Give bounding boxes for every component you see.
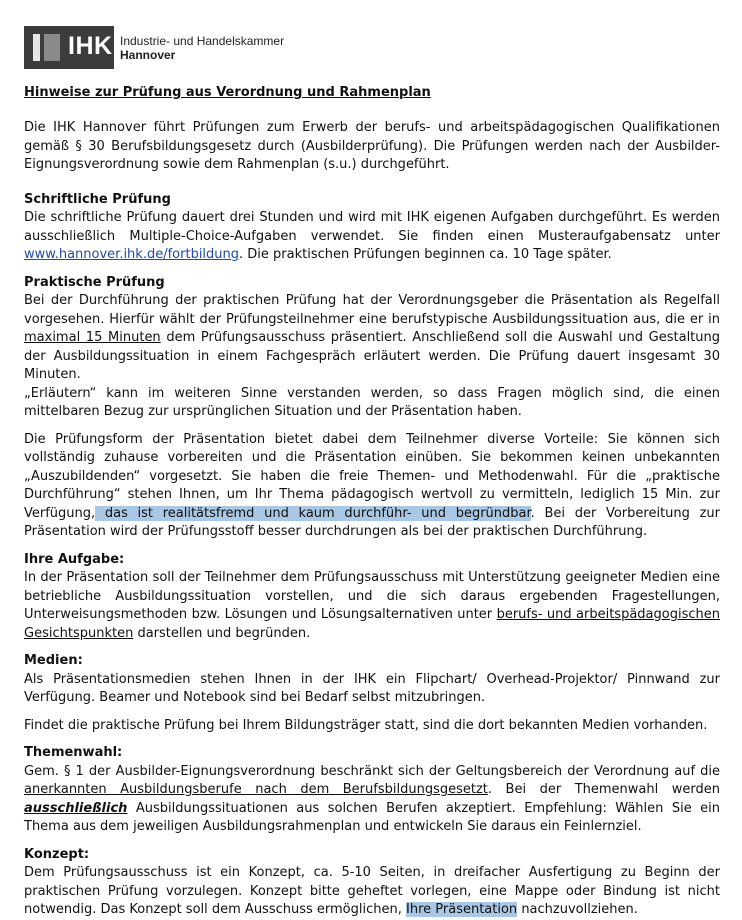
- praktisch-paragraph-3: [24, 431, 720, 542]
- aufgabe-heading: Ihre Aufgabe:: [24, 551, 125, 567]
- praktisch-paragraph-1: [24, 292, 720, 385]
- praktisch-paragraph-2: „Erläutern“ kann im weiteren Sinne verstanden werden, so dass Fragen möglich sind, die einen mittelbaren Bezug zur ursprünglichen Situation und der Präsentation haben.: [24, 385, 720, 419]
- konzept-text-end: nachzuvollziehen.: [517, 902, 638, 917]
- themenwahl-text: Gem. § 1 der Ausbilder-Eignungsverordnung beschränkt sich der Geltungsbereich der Verordnung auf die: [24, 763, 720, 779]
- konzept-heading: Konzept:: [24, 846, 90, 862]
- schriftlich-paragraph: [24, 209, 720, 265]
- themenwahl-emphasis: ausschließlich: [24, 800, 128, 816]
- praktisch-duration: maximal 15 Minuten: [24, 330, 161, 345]
- praktisch-text-end: dem Prüfungsausschuss präsentiert. Anschließend soll die Auswahl und Gestaltung der Ausbildungssituation in einem Fachgespräch erläutert werden. Die Prüfung dauert insgesamt 30 Minuten.: [24, 330, 721, 382]
- medien-paragraph-1: Als Präsentationsmedien stehen Ihnen in der IHK ein Flipchart/ Overhead-Projektor/ Pinnwand zur Verfügung. Beamer und Notebook sind bei Bedarf selbst mitzubringen.: [24, 671, 720, 705]
- document-body: [24, 119, 720, 920]
- medien-paragraph-2: Findet die praktische Prüfung bei Ihrem Bildungsträger statt, sind die dort bekannten Medien vorhanden.: [24, 717, 708, 733]
- praktisch-heading: Praktische Prüfung: [24, 274, 165, 290]
- ihk-logo: [24, 26, 284, 69]
- schriftlich-text: Die schriftliche Prüfung dauert drei Stunden und wird mit IHK eigenen Aufgaben durchgeführt. Es werden ausschließlich Multiple-Choice-Aufgaben verwendet. Sie finden einen Musteraufgabensatz unter: [24, 210, 720, 244]
- fortbildung-link[interactable]: www.hannover.ihk.de/fortbildung: [24, 247, 240, 262]
- schriftlich-heading: Schriftliche Prüfung: [24, 191, 171, 207]
- medien-heading: Medien:: [24, 653, 83, 668]
- aufgabe-text-end: darstellen und begründen.: [133, 625, 311, 641]
- logo-line1: Industrie- und Handelskammer: [120, 33, 285, 48]
- aufgabe-underlined: berufs- und arbeitspädagogischen Gesichtspunkten: [24, 607, 720, 641]
- konzept-highlighted[interactable]: Ihre Präsentation: [406, 902, 518, 917]
- logo-text: [120, 34, 284, 62]
- vorteile-text-end: . Bei der Vorbereitung zur Präsentation wird der Prüfungsstoff besser durchdrungen als bei der praktischen Durchführung.: [24, 505, 720, 539]
- konzept-paragraph: [24, 864, 720, 920]
- aufgabe-paragraph: [24, 569, 720, 643]
- logo-line2: Hannover: [120, 47, 176, 62]
- schriftlich-text-end: . Die praktischen Prüfungen beginnen ca. 10 Tage später.: [239, 247, 612, 262]
- themenwahl-paragraph: [24, 763, 720, 837]
- themenwahl-text-end: Ausbildungssituationen aus solchen Berufen akzeptiert. Empfehlung: Wählen Sie ein Thema aus dem jeweiligen Ausbildungsrahmenplan und entwickeln Sie daraus ein Feinlernziel.: [24, 800, 720, 834]
- intro-paragraph: Die IHK Hannover führt Prüfungen zum Erwerb der berufs- und arbeitspädagogischen Qualifikationen gemäß § 30 Berufsbildungsgesetz durch (Ausbilderprüfung). Die Prüfungen werden nach der Ausbilder-Eignungsverordnung sowie dem Rahmenplan (s.u.) durchgeführt.: [24, 120, 720, 172]
- themenwahl-text-mid: . Bei der Themenwahl werden: [487, 782, 720, 797]
- highlighted-text[interactable]: das ist realitätsfremd und kaum durchführ- und begründbar: [95, 505, 531, 521]
- ihk-logo-mark: [24, 26, 114, 69]
- aufgabe-text: In der Präsentation soll der Teilnehmer dem Prüfungsausschuss mit Unterstützung geeigneter Medien eine betriebliche Ausbildungssituation vorstellen, und die sich daraus ergebenden Fragestellungen, Unterweisungsmethoden bzw. Lösungen und Lösungsalternativen unter: [24, 570, 720, 622]
- themenwahl-heading: Themenwahl:: [24, 745, 123, 760]
- themenwahl-underlined: anerkannten Ausbildungsberufe nach dem Berufsbildungsgesetzt: [24, 782, 488, 797]
- praktisch-text: Bei der Durchführung der praktischen Prüfung hat der Verordnungsgeber die Präsentation als Regelfall vorgesehen. Hierfür wählt der Prüfungsteilnehmer eine berufstypische Ausbildungssituation aus, die er in: [24, 293, 720, 327]
- konzept-text: Dem Prüfungsausschuss ist ein Konzept, ca. 5-10 Seiten, in dreifacher Ausfertigung zu Beginn der praktischen Prüfung vorzulegen. Konzept bitte geheftet vorlegen, eine Mappe oder Bindung ist nicht notwendig. Das Konzept soll dem Ausschuss ermöglichen,: [24, 865, 720, 917]
- page-title: Hinweise zur Prüfung aus Verordnung und Rahmenplan: [24, 85, 431, 100]
- logo-mark-text: IHK: [68, 32, 113, 60]
- vorteile-text: Die Prüfungsform der Präsentation bietet dabei dem Teilnehmer diverse Vorteile: Sie können sich vollständig zuhause vorbereiten und die Präsentation einüben. Sie bekommen keinen unbekannten „Auszubildenden“ vorgesetzt. Sie haben die freie Themen- und Methodenwahl. Für die „praktische Durchführung“ stehen Ihnen, um Ihr Thema pädagogisch wertvoll zu vermitteln, lediglich 15 Min. zur Verfügung,: [24, 431, 720, 521]
